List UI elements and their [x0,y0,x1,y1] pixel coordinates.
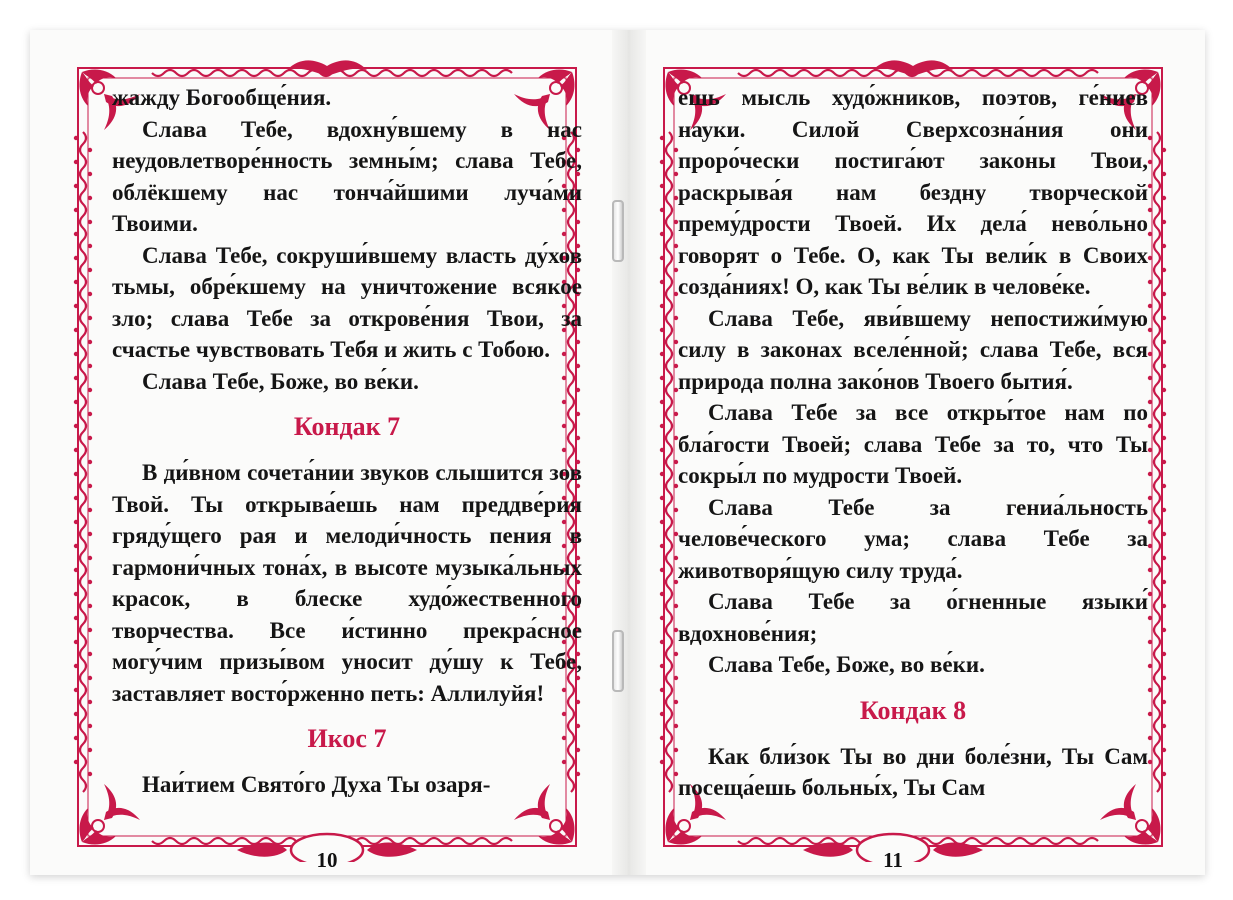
page-left [52,42,602,872]
section-heading-kondak-7: Кондак 7 [293,412,401,441]
page-left-text [112,82,582,801]
paragraph: Наи́тием Свято́го Духа Ты озаря- [142,772,491,797]
paragraph: Слава Тебе, яви́вшему непостижи́мую силу в законах вселе́нной; слава Тебе, вся природа полна зако́нов Твоего бытия́. [678,305,1148,394]
paragraph: Слава Тебе за все откры́тое нам по бла́гости Твоей; слава Тебе за то, что Ты сокры́л по мудрости Твоей. [678,400,1148,488]
page-right-text [678,82,1148,804]
page-number-right: 11 [883,848,903,872]
paragraph: ешь мысль худо́жников, поэтов, ге́ниев науки. Силой Сверхсозна́ния они проро́чески постига́ют законы Твои, раскрыва́я нам бездну творческой прему́дрости Твоей. Их дела́ нево́льно говорят о Тебе. О, как Ты вели́к в Своих созда́ниях! О, как Ты ве́лик в челове́ке. [678,85,1148,299]
paragraph: Как бли́зок Ты во дни боле́зни, Ты Сам посеща́ешь больны́х, Ты Сам [678,743,1148,800]
page-right [638,42,1188,872]
staple-top [612,200,624,262]
paragraph: Слава Тебе, Боже, во ве́ки. [142,368,419,394]
paragraph: Слава Тебе, вдохну́вшему в нас неудовлетворе́нность земны́м; слава Тебе, облёкшему нас тонча́йшими луча́ми Твоими. [112,116,582,236]
paragraph: В ди́вном сочета́нии звуков слышится зов Твой. Ты открыва́ешь нам преддве́рия гряду́щего рая и мелоди́чность пения в гармони́чных тона́х, в высоте музыка́льных красок, в блеске худо́жественного творчества. Все и́стинно прекра́сное могу́чим призы́вом уносит ду́шу к Тебе, заставляет восто́рженно петь: Аллилуйя! [112,460,582,706]
paragraph: жажду Богообще́ния. [112,85,332,110]
staple-bottom [612,630,624,692]
paragraph: Слава Тебе, Боже, во ве́ки. [708,652,985,677]
section-heading-kondak-8: Кондак 8 [859,695,967,725]
paragraph: Слава Тебе за о́гненные языки́ вдохнове́ния; [678,589,1148,646]
booklet-spread [30,30,1205,875]
page-number-left: 10 [316,848,338,872]
section-heading-ikos-7: Икос 7 [307,724,387,753]
paragraph: Слава Тебе за гениа́льность челове́ческого ума; слава Тебе за животворя́щую силу труда́. [678,494,1148,583]
paragraph: Слава Тебе, сокруши́вшему власть ду́хов тьмы, обре́кшему на уничтожение всякое зло; слава Тебе за открове́ния Твои, за счастье чувствовать Тебя и жить с Тобою. [112,242,582,362]
